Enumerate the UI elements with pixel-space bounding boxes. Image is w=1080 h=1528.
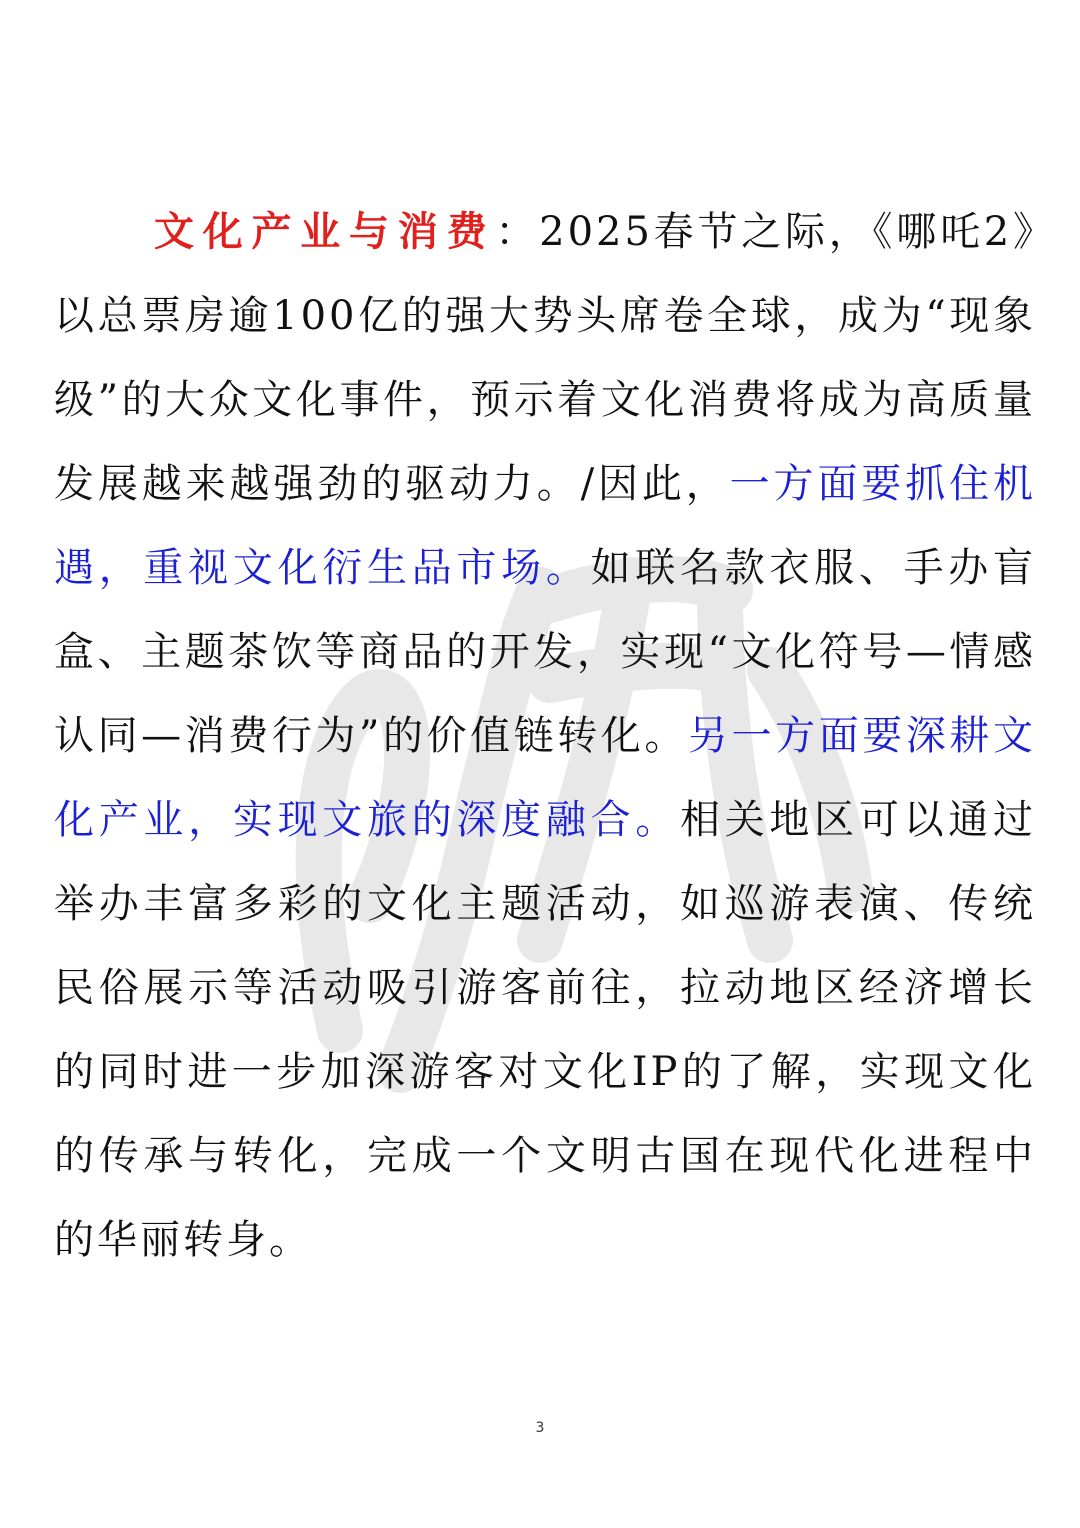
- body-text-segment: 如联名款衣服、手办盲盒、主题茶饮等商品的开发，实现“文化符号—情感认同—消费行为”的价值链转化。: [54, 545, 1037, 759]
- body-text-segment: ：2025春节之际，《哪吒2》以总票房逾100亿的强大势头席卷全球，成为“现象级”的大众文化事件，预示着文化消费将成为高质量发展越来越强劲的驱动力。/因此，: [54, 209, 1037, 507]
- highlight-point-2: 另一方面要深耕文化产业，实现文旅的深度融合。: [54, 713, 1037, 843]
- section-title: 文化产业与消费: [154, 208, 496, 255]
- highlight-point-1: 一方面要抓住机遇，重视文化衍生品市场。: [54, 461, 1036, 591]
- body-text-segment: 相关地区可以通过举办丰富多彩的文化主题活动，如巡游表演、传统民俗展示等活动吸引游客前往，拉动地区经济增长的同时进一步加深游客对文化IP的了解，实现文化的传承与转化，完成一个文明古国在现代化进程中的华丽转身。: [54, 797, 1036, 1263]
- body-paragraph: [54, 190, 1036, 1282]
- page-number: 3: [535, 1420, 545, 1436]
